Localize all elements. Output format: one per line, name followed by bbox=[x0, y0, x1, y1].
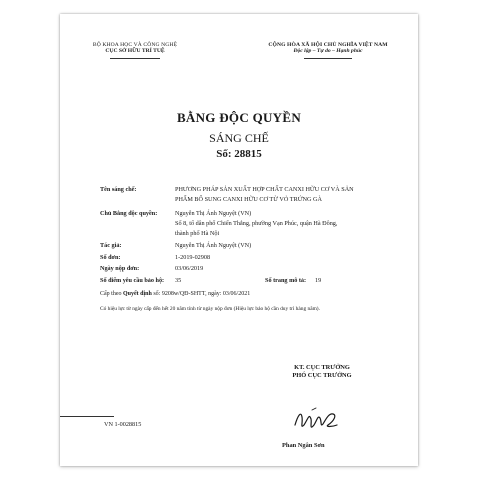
owner-label: Chủ Bằng độc quyền: bbox=[100, 210, 158, 217]
author-label: Tác giả: bbox=[100, 242, 122, 249]
office-name: CỤC SỞ HỮU TRÍ TUỆ bbox=[105, 48, 165, 54]
signatory-line2: PHÓ CỤC TRƯỞNG bbox=[292, 372, 352, 379]
validity-note: Có hiệu lực từ ngày cấp đến hết 20 năm tính từ ngày nộp đơn (Hiệu lực bảo hộ cần duy trì hàng năm). bbox=[100, 306, 320, 312]
document-subtitle: SÁNG CHẾ bbox=[209, 131, 269, 145]
signatory-name: Phan Ngân Sơn bbox=[282, 442, 325, 449]
invention-label: Tên sáng chế: bbox=[100, 186, 137, 193]
description-pages-label: Số trang mô tả: bbox=[265, 277, 307, 284]
invention-title-line1: PHƯƠNG PHÁP SẢN XUẤT HỢP CHẤT CANXI HỮU CƠ VÀ SẢN bbox=[175, 186, 354, 193]
issuer-header bbox=[70, 42, 200, 54]
ministry-name: BỘ KHOA HỌC VÀ CÔNG NGHỆ bbox=[92, 42, 178, 48]
national-header bbox=[248, 42, 408, 54]
application-number-label: Số đơn: bbox=[100, 254, 121, 261]
filing-date-label: Ngày nộp đơn: bbox=[100, 265, 140, 272]
invention-title-line2: PHẨM BỔ SUNG CANXI HỮU CƠ TỪ VỎ TRỨNG GÀ bbox=[175, 196, 322, 203]
handwritten-signature bbox=[292, 405, 342, 435]
owner-address-line1: Số 8, tổ dân phố Chiến Thắng, phường Vạn Phúc, quận Hà Đông, bbox=[175, 220, 338, 227]
serial-rule bbox=[60, 416, 114, 417]
decision-detail: số: 9208w/QĐ-SHTT, ngày: 03/06/2021 bbox=[151, 291, 251, 297]
author-value: Nguyễn Thị Ánh Nguyệt (VN) bbox=[175, 242, 252, 249]
left-header-rule bbox=[110, 58, 160, 59]
national-motto: Độc lập – Tự do – Hạnh phúc bbox=[293, 48, 363, 54]
serial-code: VN 1-0028815 bbox=[104, 421, 142, 428]
document-title: BẰNG ĐỘC QUYỀN bbox=[176, 110, 302, 125]
filing-date-value: 03/06/2019 bbox=[175, 265, 204, 272]
decision-prefix: Cấp theo bbox=[100, 291, 123, 297]
patent-certificate bbox=[60, 14, 418, 466]
owner-name: Nguyễn Thị Ánh Nguyệt (VN) bbox=[175, 210, 252, 217]
owner-address-line2: thành phố Hà Nội bbox=[175, 230, 220, 237]
signatory-line1: KT. CỤC TRƯỞNG bbox=[294, 364, 350, 371]
claims-count-value: 35 bbox=[175, 277, 182, 284]
description-pages-value: 19 bbox=[315, 277, 322, 284]
grant-decision bbox=[100, 291, 250, 297]
country-name: CỘNG HÒA XÃ HỘI CHỦ NGHĨA VIỆT NAM bbox=[268, 42, 388, 48]
right-header-rule bbox=[304, 58, 352, 59]
application-number-value: 1-2019-02908 bbox=[175, 254, 211, 261]
claims-count-label: Số điểm yêu cầu bảo hộ: bbox=[100, 277, 165, 284]
patent-number: Số: 28815 bbox=[216, 148, 262, 160]
signatory-title bbox=[272, 364, 372, 379]
decision-keyword: Quyết định bbox=[123, 291, 152, 297]
